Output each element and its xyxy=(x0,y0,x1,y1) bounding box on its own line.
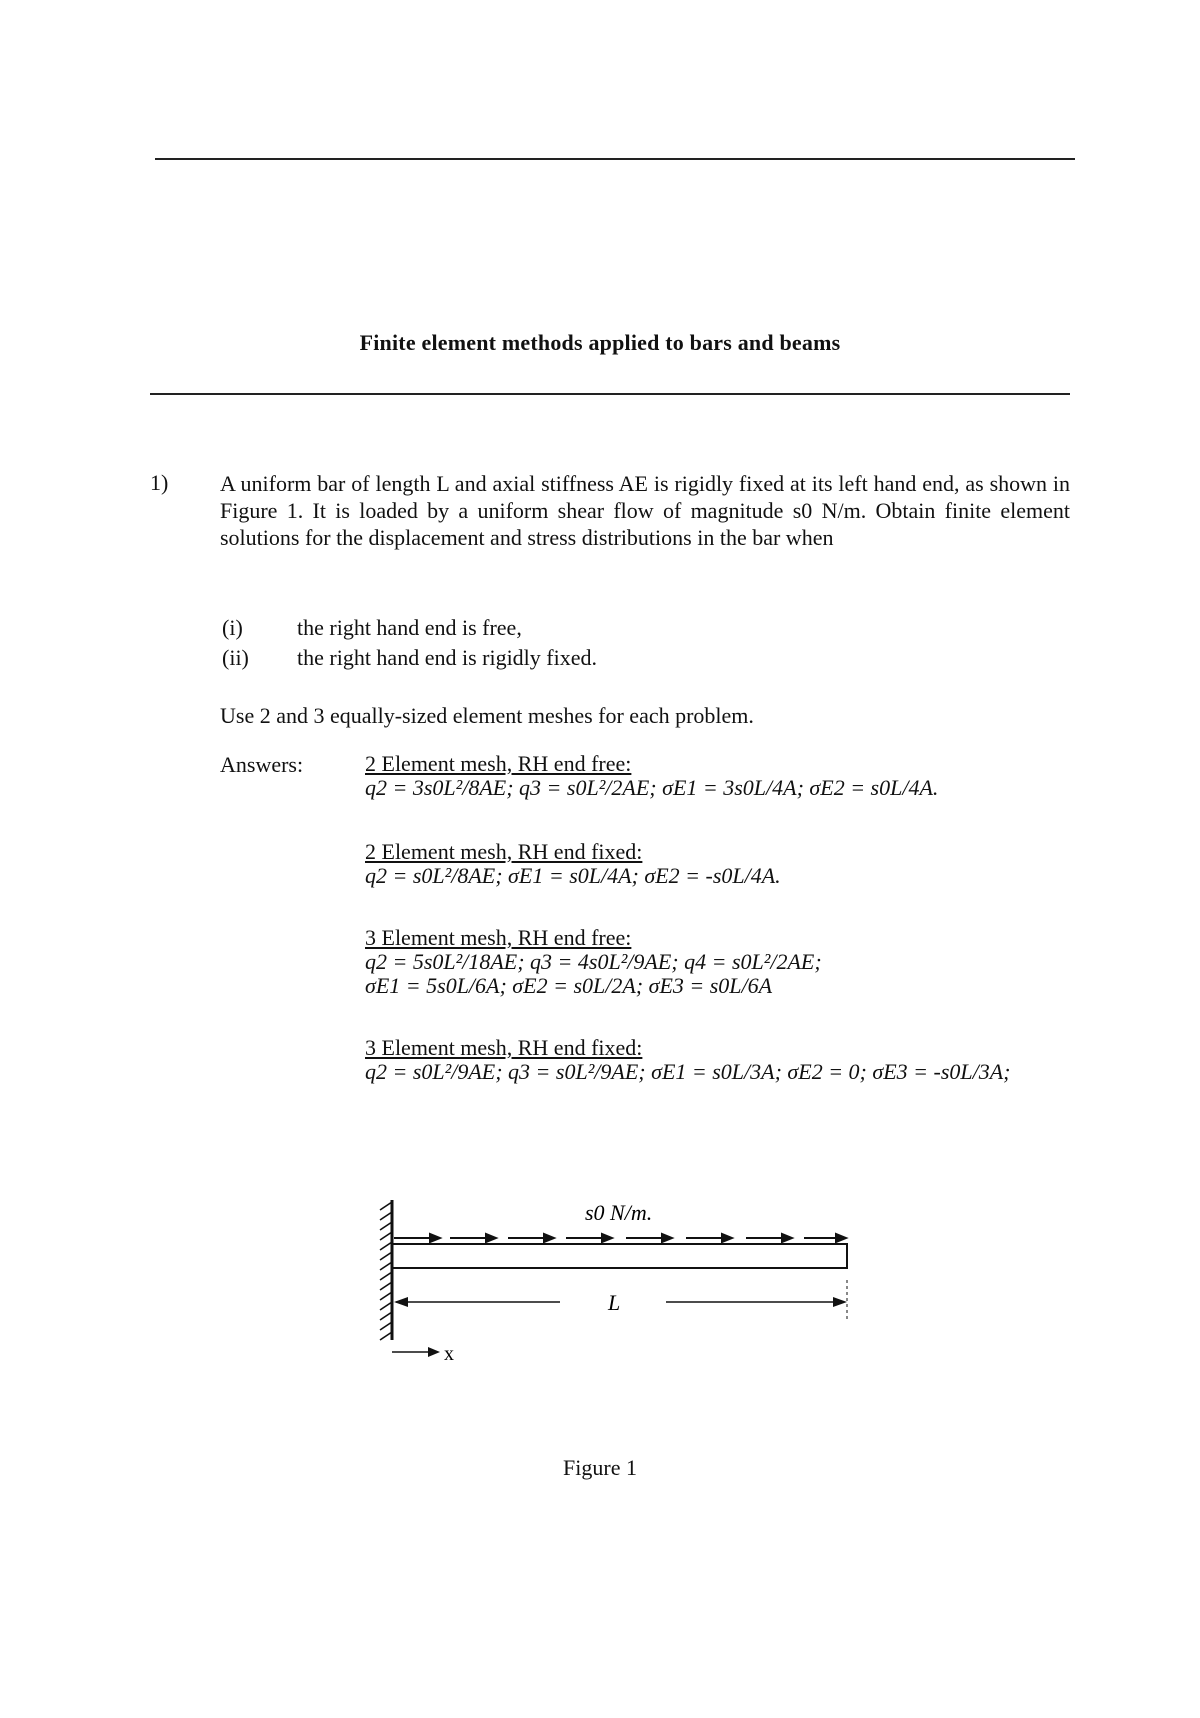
bar-figure xyxy=(370,1180,870,1380)
case-label-ii: (ii) xyxy=(222,645,249,670)
answer-block-2-fixed xyxy=(365,840,781,888)
answer-line: σE1 = 5s0L/6A; σE2 = s0L/2A; σE3 = s0L/6A xyxy=(365,973,773,998)
question-text: A uniform bar of length L and axial stiffness AE is rigidly fixed at its left hand end, as shown in Figure 1. It is loaded by a uniform shear flow of magnitude s0 N/m. Obtain finite element solutions for the displacement and stress distributions in the bar when xyxy=(220,471,1070,550)
x-axis-arrow xyxy=(428,1347,440,1357)
dimension-arrow-left xyxy=(394,1297,408,1307)
title-underline-rule xyxy=(150,393,1070,395)
answer-heading: 2 Element mesh, RH end free: xyxy=(365,751,632,776)
case-text-ii: the right hand end is rigidly fixed. xyxy=(297,645,597,670)
answer-line: q2 = s0L²/9AE; q3 = s0L²/9AE; σE1 = s0L/3A; σE2 = 0; σE3 = -s0L/3A; xyxy=(365,1059,1011,1084)
answer-line: q2 = 5s0L²/18AE; q3 = 4s0L²/9AE; q4 = s0L²/2AE; xyxy=(365,949,822,974)
answer-line: q2 = 3s0L²/8AE; q3 = s0L²/2AE; σE1 = 3s0L/4A; σE2 = s0L/4A. xyxy=(365,775,939,800)
answer-heading: 3 Element mesh, RH end fixed: xyxy=(365,1035,643,1060)
dimension-arrow-right xyxy=(833,1297,847,1307)
page-title: Finite element methods applied to bars and beams xyxy=(359,330,841,355)
answer-heading: 2 Element mesh, RH end fixed: xyxy=(365,839,643,864)
instruction-text: Use 2 and 3 equally-sized element meshes for each problem. xyxy=(220,703,754,728)
case-text-i: the right hand end is free, xyxy=(297,615,522,640)
length-label: L xyxy=(608,1290,621,1315)
answer-block-2-free xyxy=(365,752,938,800)
wall-hatching xyxy=(380,1202,392,1340)
figure-caption: Figure 1 xyxy=(563,1455,637,1480)
x-axis-label: x xyxy=(444,1343,454,1365)
bar xyxy=(392,1244,847,1268)
answer-block-3-fixed xyxy=(365,1036,1011,1084)
shear-flow-arrows xyxy=(394,1234,846,1242)
answer-heading: 3 Element mesh, RH end free: xyxy=(365,925,632,950)
question-number: 1) xyxy=(150,470,169,495)
top-rule xyxy=(155,158,1075,160)
answer-block-3-free xyxy=(365,926,822,998)
answer-line: q2 = s0L²/8AE; σE1 = s0L/4A; σE2 = -s0L/4A. xyxy=(365,863,781,888)
load-label: s0 N/m. xyxy=(585,1200,653,1225)
case-label-i: (i) xyxy=(222,615,243,640)
answers-label: Answers: xyxy=(220,752,304,777)
